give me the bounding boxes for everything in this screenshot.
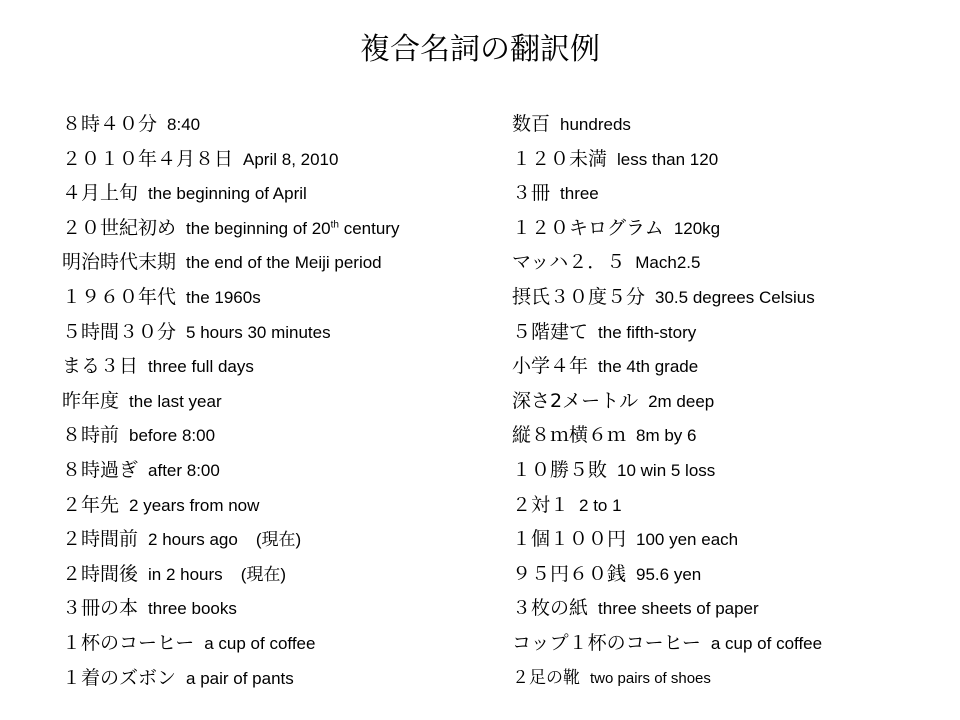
japanese-term: まる３日	[62, 355, 139, 378]
japanese-term: 小学４年	[512, 355, 589, 378]
english-translation: the end of the Meiji period	[186, 253, 382, 273]
english-translation: 2 hours ago	[148, 530, 238, 550]
english-translation: the beginning of April	[148, 184, 307, 204]
japanese-term: ２時間前	[62, 528, 139, 551]
list-item	[512, 591, 952, 626]
right-column	[512, 107, 952, 695]
list-item	[512, 661, 952, 696]
japanese-term: １着のズボン	[62, 666, 177, 689]
list-item	[512, 245, 952, 280]
english-translation	[186, 219, 399, 238]
english-translation-part: the beginning of 20	[186, 218, 331, 238]
english-translation: 95.6 yen	[636, 564, 702, 584]
japanese-term: 深さ2メートル	[512, 389, 639, 412]
list-item	[512, 557, 952, 592]
list-item	[62, 107, 492, 142]
japanese-term: ２年先	[62, 493, 120, 516]
list-item	[512, 488, 952, 523]
japanese-term: ３冊の本	[62, 597, 139, 620]
japanese-term: コップ１杯のコーヒー	[512, 631, 701, 654]
english-translation: 120kg	[673, 218, 721, 238]
japanese-term: 摂氏３０度５分	[512, 285, 646, 308]
japanese-term: ２時間後	[62, 562, 139, 585]
english-translation: a cup of coffee	[204, 633, 316, 653]
list-item	[512, 280, 952, 315]
japanese-term: マッハ２．５	[512, 251, 626, 274]
english-translation: 2m deep	[648, 391, 715, 411]
english-translation: 10 win 5 loss	[617, 460, 716, 480]
english-translation: 8m by 6	[636, 426, 697, 446]
english-translation: 8:40	[167, 115, 201, 134]
english-translation: three full days	[148, 357, 254, 377]
list-item	[62, 661, 492, 696]
list-item	[512, 418, 952, 453]
list-item	[62, 591, 492, 626]
japanese-term: ２対１	[512, 493, 570, 516]
list-item	[62, 245, 492, 280]
list-item	[62, 384, 492, 419]
list-item	[512, 349, 952, 384]
english-translation: 2 to 1	[579, 495, 622, 515]
left-column	[62, 107, 492, 695]
japanese-term: １杯のコーヒー	[62, 631, 195, 654]
japanese-term: ４月上旬	[62, 182, 139, 205]
japanese-term: ８時前	[62, 424, 120, 447]
english-translation: the 4th grade	[598, 357, 699, 377]
english-translation: in 2 hours	[148, 564, 223, 584]
list-item	[62, 176, 492, 211]
japanese-term: 数百	[512, 113, 551, 135]
english-translation: 100 yen each	[636, 530, 739, 550]
japanese-term: ５時間３０分	[62, 320, 177, 343]
japanese-term: ３冊	[512, 182, 551, 205]
list-item	[62, 418, 492, 453]
english-translation: Mach2.5	[635, 253, 701, 273]
japanese-term: ８時過ぎ	[62, 458, 139, 481]
list-item	[62, 280, 492, 315]
list-item	[62, 142, 492, 177]
english-translation: 5 hours 30 minutes	[186, 322, 331, 342]
page-title: 複合名詞の翻訳例	[360, 32, 600, 67]
english-translation: three	[560, 184, 599, 204]
japanese-term: １２０未満	[512, 147, 608, 170]
list-item	[512, 315, 952, 350]
english-translation: 30.5 degrees Celsius	[655, 287, 815, 307]
note: (現在)	[255, 530, 302, 550]
english-translation-part: century	[338, 218, 400, 238]
list-item	[62, 453, 492, 488]
japanese-term: ３枚の紙	[512, 597, 589, 620]
list-item	[62, 557, 492, 592]
english-translation: three sheets of paper	[598, 599, 759, 619]
list-item	[512, 626, 952, 661]
english-translation: a pair of pants	[186, 668, 294, 688]
japanese-term: １９６０年代	[62, 285, 177, 308]
english-translation: the fifth-story	[598, 322, 697, 342]
list-item	[512, 384, 952, 419]
japanese-term: ２０世紀初め	[62, 216, 177, 239]
english-translation: a cup of coffee	[710, 633, 823, 653]
japanese-term: ２０１０年４月８日	[62, 147, 234, 170]
english-translation: hundreds	[560, 115, 631, 134]
list-item	[62, 522, 492, 557]
english-translation: two pairs of shoes	[590, 669, 711, 687]
japanese-term: １個１００円	[512, 528, 627, 551]
list-item	[62, 626, 492, 661]
japanese-term: ５階建て	[512, 320, 589, 343]
japanese-term: １０勝５敗	[512, 458, 608, 481]
list-item	[512, 176, 952, 211]
english-translation: April 8, 2010	[243, 149, 339, 169]
list-item	[512, 211, 952, 246]
english-translation: the 1960s	[186, 287, 261, 307]
japanese-term: ８時４０分	[62, 113, 158, 135]
english-translation: 2 years from now	[129, 495, 260, 515]
list-item	[62, 211, 492, 246]
list-item	[62, 349, 492, 384]
japanese-term: 縦８ｍ横６ｍ	[512, 424, 627, 447]
japanese-term: １２０キログラム	[512, 216, 664, 239]
english-translation: after 8:00	[148, 460, 220, 480]
english-translation: before 8:00	[129, 426, 216, 446]
list-item	[512, 142, 952, 177]
list-item	[512, 107, 952, 142]
list-item	[62, 488, 492, 523]
japanese-term: 昨年度	[62, 389, 120, 412]
list-item	[62, 315, 492, 350]
japanese-term: ９５円６０銭	[512, 562, 627, 585]
japanese-term: ２足の靴	[512, 667, 580, 688]
japanese-term: 明治時代末期	[62, 251, 177, 274]
english-translation: the last year	[129, 391, 222, 411]
superscript: th	[330, 219, 339, 231]
list-item	[512, 522, 952, 557]
note: (現在)	[240, 564, 287, 584]
english-translation: three books	[148, 599, 237, 619]
english-translation: less than 120	[617, 149, 719, 169]
list-item	[512, 453, 952, 488]
